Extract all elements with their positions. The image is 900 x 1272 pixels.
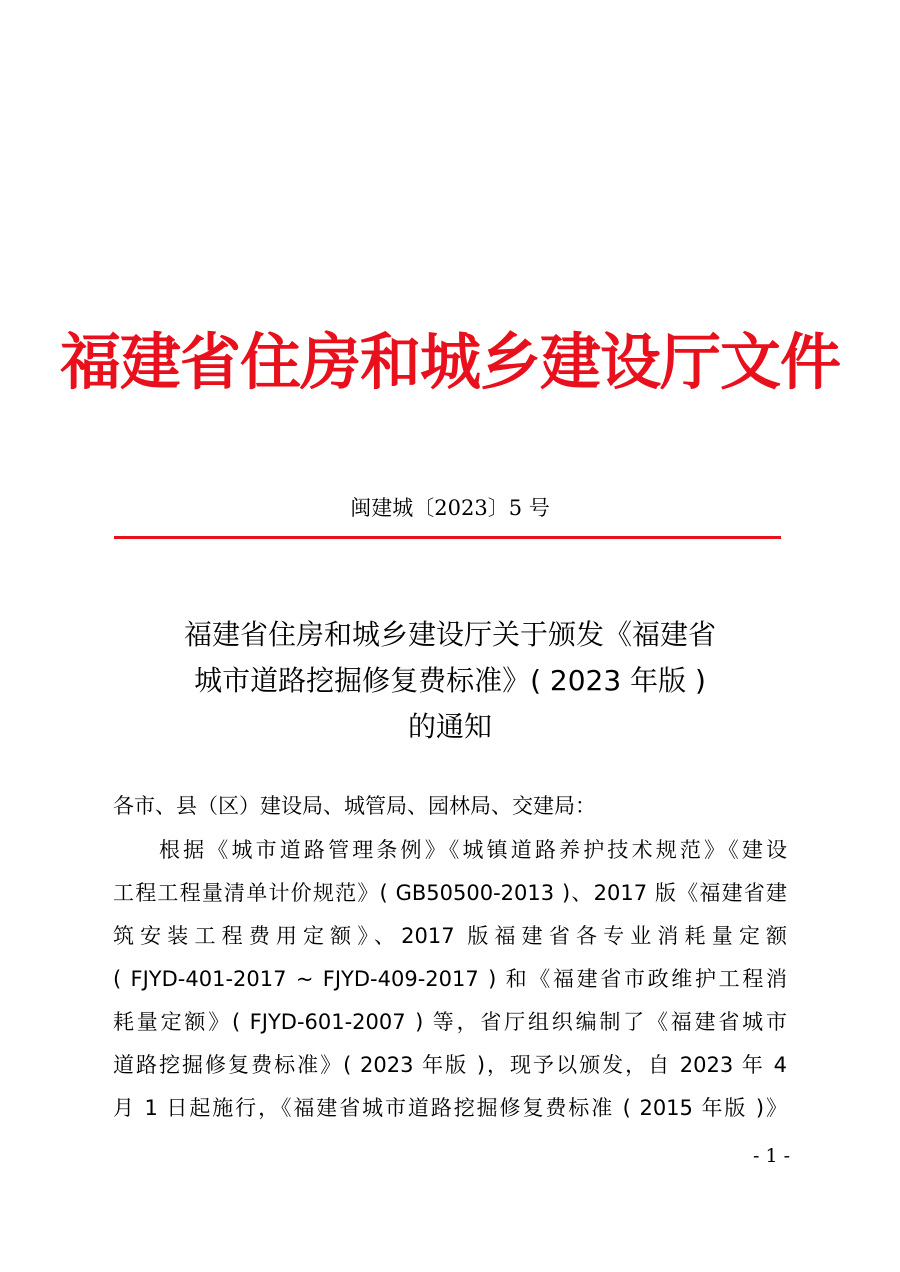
body-line: ( FJYD-401-2017 ~ FJYD-409-2017 ) 和《福建省市政维护工程消	[113, 967, 787, 991]
notice-title-line: 福建省住房和城乡建设厅关于颁发《福建省	[183, 618, 716, 651]
page-number: - 1 -	[752, 1145, 790, 1167]
body-line: 根据《城市道路管理条例》《城镇道路养护技术规范》《建设	[159, 838, 787, 862]
body-paragraph	[113, 829, 787, 1130]
body-line: 月 1 日起施行，《福建省城市道路挖掘修复费标准 ( 2015 年版 )》	[113, 1096, 787, 1120]
red-divider-line	[114, 536, 781, 539]
body-line: 筑安装工程费用定额》、2017 版福建省各专业消耗量定额	[113, 924, 787, 948]
document-header-title: 福建省住房和城乡建设厅文件	[59, 327, 840, 398]
addressee-line: 各市、县（区）建设局、城管局、园林局、交建局：	[113, 794, 596, 818]
notice-title-line: 的通知	[407, 710, 492, 743]
body-line: 耗量定额》( FJYD-601-2007 ) 等，省厅组织编制了《福建省城市	[113, 1010, 787, 1034]
notice-title-line: 城市道路挖掘修复费标准》( 2023 年版 )	[194, 664, 706, 697]
document-number: 闽建城〔2023〕5 号	[350, 496, 550, 520]
body-line: 工程工程量清单计价规范》( GB50500-2013 )、2017 版《福建省建	[113, 881, 787, 905]
notice-title	[0, 612, 900, 750]
body-line: 道路挖掘修复费标准》( 2023 年版 )，现予以颁发，自 2023 年 4	[113, 1053, 787, 1077]
